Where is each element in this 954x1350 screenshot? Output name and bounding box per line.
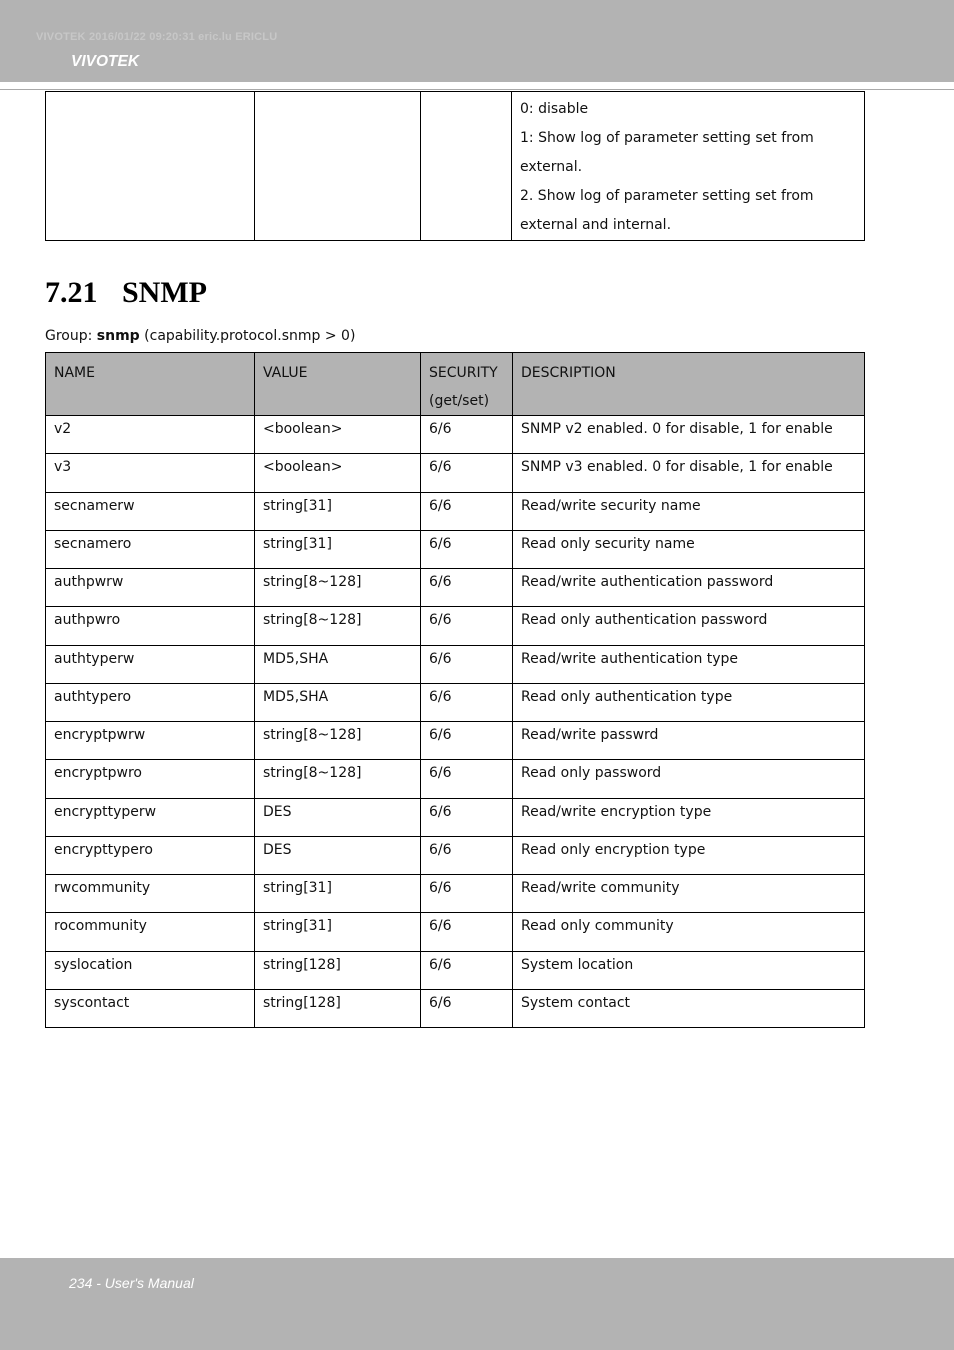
table-row (46, 722, 865, 760)
table-row (46, 454, 865, 492)
page-header (0, 0, 954, 82)
column-header-name: NAME (46, 353, 255, 416)
group-line (45, 328, 355, 344)
description-cell: Read/write passwrd (513, 722, 865, 760)
name-cell: authpwro (46, 607, 255, 645)
security-header-line: SECURITY (429, 365, 498, 381)
value-cell: <boolean> (255, 416, 421, 454)
description-cell: Read/write encryption type (513, 798, 865, 836)
name-cell: authtypero (46, 683, 255, 721)
group-name: snmp (96, 328, 140, 344)
table-row (46, 92, 865, 241)
description-cell: Read only community (513, 913, 865, 951)
column-header-security (421, 353, 513, 416)
value-cell: <boolean> (255, 454, 421, 492)
value-cell: string[128] (255, 951, 421, 989)
value-cell: MD5,SHA (255, 645, 421, 683)
column-header-value: VALUE (255, 353, 421, 416)
table-row (46, 989, 865, 1027)
column-header-description: DESCRIPTION (513, 353, 865, 416)
security-cell: 6/6 (421, 836, 513, 874)
security-cell (421, 92, 512, 241)
description-cell: Read/write authentication password (513, 569, 865, 607)
value-cell: string[128] (255, 989, 421, 1027)
description-cell: SNMP v3 enabled. 0 for disable, 1 for enable (513, 454, 865, 492)
value-cell: string[8~128] (255, 722, 421, 760)
value-cell: string[31] (255, 530, 421, 568)
value-cell: MD5,SHA (255, 683, 421, 721)
security-cell: 6/6 (421, 454, 513, 492)
description-cell: Read only security name (513, 530, 865, 568)
table-row (46, 683, 865, 721)
value-cell: string[8~128] (255, 760, 421, 798)
table-row (46, 913, 865, 951)
name-cell: syscontact (46, 989, 255, 1027)
description-line: external and internal. (520, 217, 672, 233)
value-cell: string[31] (255, 913, 421, 951)
description-cell: Read only authentication password (513, 607, 865, 645)
name-cell: authpwrw (46, 569, 255, 607)
description-cell: Read only encryption type (513, 836, 865, 874)
security-cell: 6/6 (421, 760, 513, 798)
name-cell: authtyperw (46, 645, 255, 683)
description-line: 0: disable (520, 101, 589, 117)
description-cell: System contact (513, 989, 865, 1027)
header-divider (0, 89, 954, 90)
name-cell: rocommunity (46, 913, 255, 951)
security-cell: 6/6 (421, 683, 513, 721)
name-cell: secnamero (46, 530, 255, 568)
table-row (46, 836, 865, 874)
table-row (46, 569, 865, 607)
security-cell: 6/6 (421, 722, 513, 760)
security-cell: 6/6 (421, 875, 513, 913)
table-header-row (46, 353, 865, 416)
table-row (46, 645, 865, 683)
name-cell (46, 92, 255, 241)
description-line: external. (520, 159, 583, 175)
table-row (46, 416, 865, 454)
description-cell: System location (513, 951, 865, 989)
name-cell: encrypttypero (46, 836, 255, 874)
watermark-text: VIVOTEK 2016/01/22 09:20:31 eric.lu ERICLU (36, 31, 278, 43)
table-row (46, 951, 865, 989)
description-cell: Read only authentication type (513, 683, 865, 721)
name-cell: encryptpwro (46, 760, 255, 798)
description-cell: SNMP v2 enabled. 0 for disable, 1 for enable (513, 416, 865, 454)
table-row (46, 798, 865, 836)
table-row (46, 875, 865, 913)
security-cell: 6/6 (421, 569, 513, 607)
group-condition: (capability.protocol.snmp > 0) (139, 328, 356, 344)
security-cell: 6/6 (421, 989, 513, 1027)
value-cell: string[31] (255, 875, 421, 913)
value-cell: string[8~128] (255, 607, 421, 645)
section-title: SNMP (122, 276, 207, 309)
security-cell: 6/6 (421, 492, 513, 530)
description-line: 2. Show log of parameter setting set from (520, 188, 814, 204)
name-cell: syslocation (46, 951, 255, 989)
name-cell: encrypttyperw (46, 798, 255, 836)
name-cell: v2 (46, 416, 255, 454)
table-row (46, 492, 865, 530)
value-cell (255, 92, 421, 241)
security-cell: 6/6 (421, 530, 513, 568)
group-label: Group: (45, 328, 97, 344)
security-cell: 6/6 (421, 607, 513, 645)
table-row (46, 530, 865, 568)
name-cell: v3 (46, 454, 255, 492)
value-cell: string[31] (255, 492, 421, 530)
value-cell: DES (255, 836, 421, 874)
name-cell: secnamerw (46, 492, 255, 530)
value-cell: string[8~128] (255, 569, 421, 607)
security-cell: 6/6 (421, 913, 513, 951)
security-cell: 6/6 (421, 645, 513, 683)
description-cell: Read/write security name (513, 492, 865, 530)
description-cell (512, 92, 865, 241)
description-cell: Read/write community (513, 875, 865, 913)
name-cell: encryptpwrw (46, 722, 255, 760)
security-cell: 6/6 (421, 798, 513, 836)
description-cell: Read/write authentication type (513, 645, 865, 683)
snmp-parameter-table (45, 352, 865, 1028)
name-cell: rwcommunity (46, 875, 255, 913)
security-header-line: (get/set) (429, 393, 490, 409)
page-footer (0, 1258, 954, 1350)
section-heading (45, 276, 207, 310)
description-line: 1: Show log of parameter setting set from (520, 130, 814, 146)
continued-parameter-table (45, 91, 865, 241)
table-row (46, 607, 865, 645)
brand-logo-text: VIVOTEK (71, 53, 140, 70)
section-number: 7.21 (45, 276, 98, 309)
table-row (46, 760, 865, 798)
security-cell: 6/6 (421, 416, 513, 454)
security-cell: 6/6 (421, 951, 513, 989)
description-cell: Read only password (513, 760, 865, 798)
page-number-label: 234 - User's Manual (69, 1275, 194, 1291)
value-cell: DES (255, 798, 421, 836)
